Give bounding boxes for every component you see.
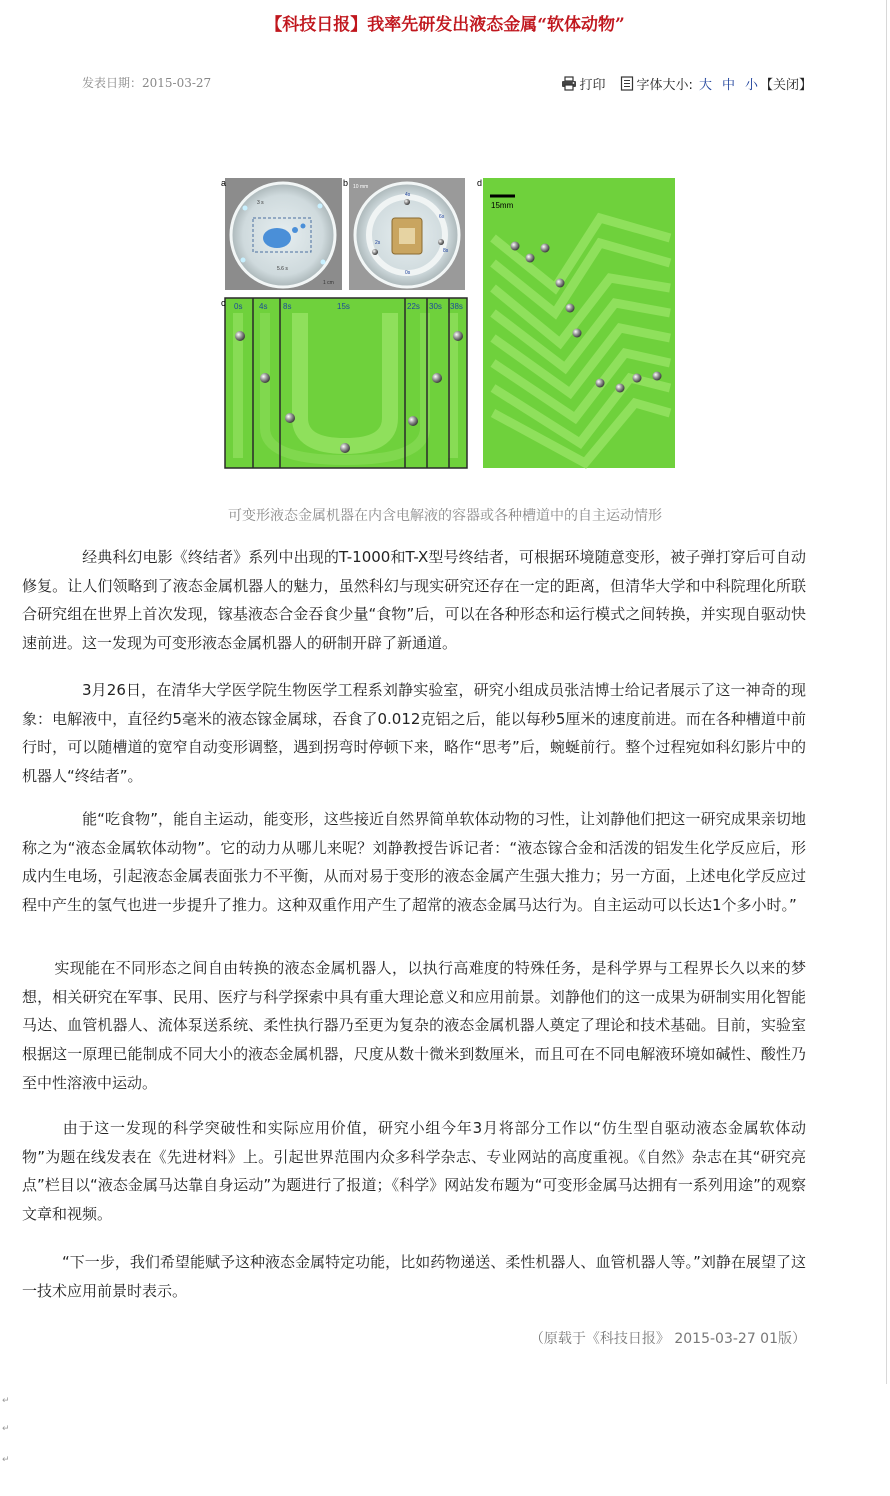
panel-c-time-38s: 38s [450,302,463,311]
article-source: （原载于《科技日报》 2015-03-27 01版） [529,1331,806,1347]
panel-a-scale: 1 cm [323,280,334,286]
panel-a-letter: a [221,178,227,188]
font-size-label: 字体大小: [636,78,693,93]
panel-b-time-2s: 2s [375,240,381,246]
panel-b-time-8s: 8s [443,248,449,254]
print-button[interactable] [561,74,606,93]
article-paragraph-3: 能“吃食物”，能自主运动，能变形，这些接近自然界简单软体动物的习性，让刘静他们把这一研究成果亲切地称之为“液态金属软体动物”。它的动力从哪儿来呢？刘静教授告诉记者：“液态镓合金和活泼的铝发生化学反应后，形成内生电场，引起液态金属表面张力不平衡，从而对易于变形的液态金属产生强大推力；另一方面，上述电化学反应过程中产生的氢气也进一步提升了推力。这种双重作用产生了超常的液态金属马达行为。自主运动可以长达1个多小时。” [22,810,806,915]
panel-c-time-8s: 8s [283,302,292,311]
article-paragraph-2: 3月26日，在清华大学医学院生物医学工程系刘静实验室，研究小组成员张洁博士给记者展示了这一神奇的现象：电解液中，直径约5毫米的液态镓金属球，吞食了0.012克铝之后，能以每秒5厘米的速度前进。而在各种槽道中前行时，可以随槽道的宽窄自动变形调整，遇到拐弯时停顿下来，略作“思考”后，蜿蜒前行。整个过程宛如科幻影片中的机器人“终结者”。 [22,681,806,786]
article-paragraph-4: 实现能在不同形态之间自由转换的液态金属机器人，以执行高难度的特殊任务，是科学界与工程界长久以来的梦想，相关研究在军事、民用、医疗与科学探索中具有重大理论意义和应用前景。刘静他们的这一成果为研制实用化智能马达、血管机器人、流体泵送系统、柔性执行器乃至更为复杂的液态金属机器人奠定了理论和技术基础。目前，实验室根据这一原理已能制成不同大小的液态金属机器，尺度从数十微米到数厘米，而且可在不同电解液环境如碱性、酸性乃至中性溶液中运动。 [22,959,806,1092]
article-figure [221,178,675,468]
article-paragraph-1: 经典科幻电影《终结者》系列中出现的T-1000和T-X型号终结者，可根据环境随意变形，被子弹打穿后可自动修复。让人们领略到了液态金属机器人的魅力，虽然科幻与现实研究还存在一定的距离，但清华大学和中科院理化所联合研究组在世界上首次发现，镓基液态合金吞食少量“食物”后，可以在各种形态和运行模式之间转换，并实现自驱动快速前进。这一发现为可变形液态金属机器人的研制开辟了新通道。 [22,548,806,653]
panel-d-letter: d [477,178,483,188]
printer-icon [561,76,577,91]
article-paragraph-6: “下一步，我们希望能赋予这种液态金属特定功能，比如药物递送、柔性机器人、血管机器人等。”刘静在展望了这一技术应用前景时表示。 [22,1253,806,1300]
panel-b-time-0s: 0s [405,270,411,276]
panel-d-scale: 15mm [491,201,514,210]
article-paragraph-5: 由于这一发现的科学突破性和实际应用价值，研究小组今年3月将部分工作以“仿生型自驱动液态金属软体动物”为题在线发表在《先进材料》上。引起世界范围内众多科学杂志、专业网站的高度重视。《自然》杂志在其“研究亮点”栏目以“液态金属马达靠自身运动”为题进行了报道；《科学》网站发布题为“可变形金属马达拥有一系列用途”的观察文章和视频。 [22,1119,806,1224]
figure-panel-a [225,178,342,290]
article-title: 【科技日报】我率先研发出液态金属“软体动物” [265,15,625,35]
figure-panel-d [483,178,675,468]
page-right-border [886,0,887,1384]
close-link[interactable]: 【关闭】 [759,78,812,93]
font-medium-link[interactable]: 中 [721,78,735,93]
document-icon [620,76,634,91]
font-small-link[interactable]: 小 [744,78,758,93]
panel-c-time-30s: 30s [429,302,442,311]
font-large-link[interactable]: 大 [698,78,712,93]
panel-b-letter: b [343,178,349,188]
paragraph-mark: ↵ [2,1396,10,1406]
paragraph-mark: ↵ [2,1424,10,1434]
panel-c-time-22s: 22s [407,302,420,311]
panel-a-time-5s: 5.6 s [277,266,288,272]
figure-panel-c [225,298,467,468]
panel-b-time-4s: 4s [405,192,411,198]
figure-caption: 可变形液态金属机器在内含电解液的容器或各种槽道中的自主运动情形 [228,508,662,524]
panel-c-time-4s: 4s [259,302,268,311]
panel-c-letter: c [221,298,226,308]
panel-a-time-3s: 3 s [257,200,264,206]
print-label: 打印 [579,78,606,93]
paragraph-mark: ↵ [2,1455,10,1465]
publish-date: 发表日期：2015-03-27 [82,76,212,90]
panel-c-time-0s: 0s [234,302,243,311]
article-toolbar [561,74,812,93]
panel-b-scale: 10 mm [353,184,369,190]
panel-c-time-15s: 15s [337,302,350,311]
panel-b-time-6s: 6s [439,214,445,220]
